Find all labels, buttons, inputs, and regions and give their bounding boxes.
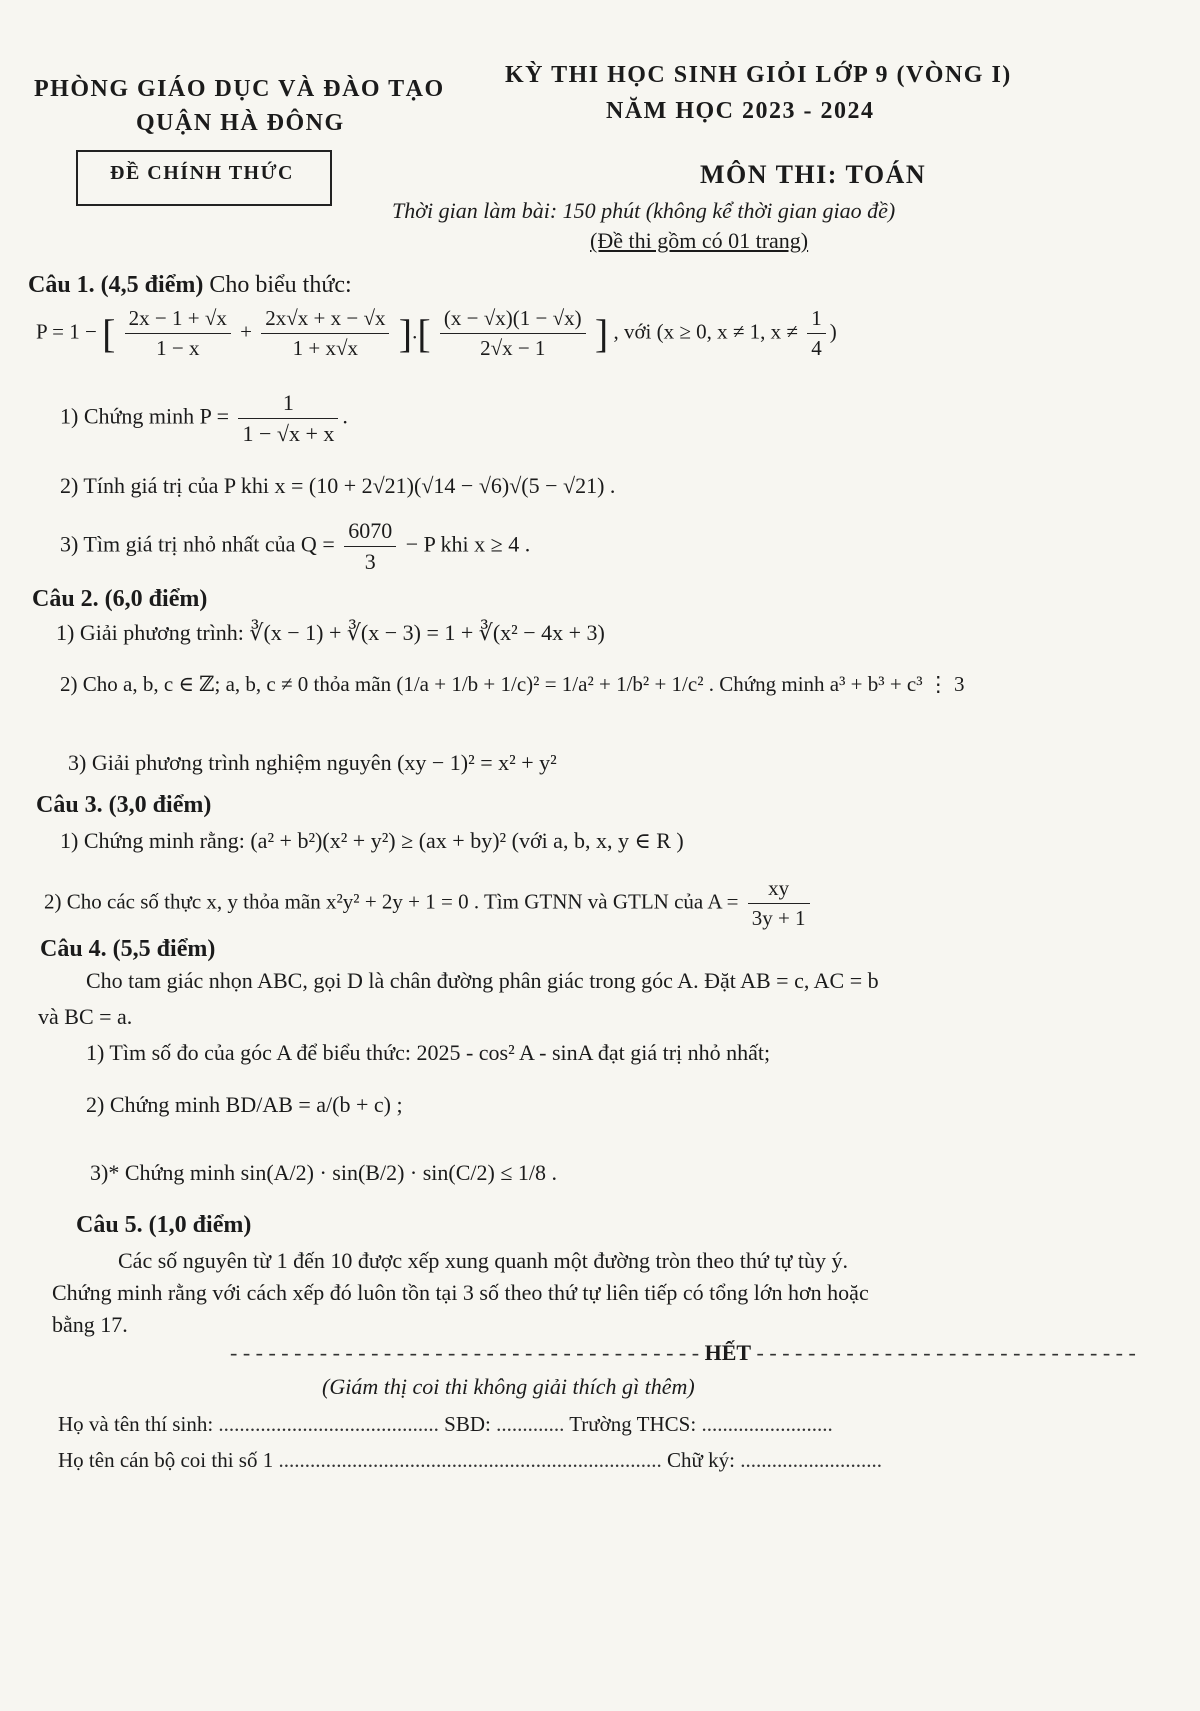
proctor-label: Họ tên cán bộ coi thi số 1 xyxy=(58,1448,274,1472)
q4-item-2: 2) Chứng minh BD/AB = a/(b + c) ; xyxy=(86,1092,403,1117)
q1-item3-fraction: $\frac{6070}{3}$ xyxy=(344,518,396,575)
subject: MÔN THI: TOÁN xyxy=(700,160,927,189)
end-mark: HẾT xyxy=(704,1340,752,1365)
q1-fraction-1: $\frac{2x - 1 + √x}{1 - x}$ xyxy=(125,306,231,361)
q1-item1-fraction: $\frac{1}{1 - √x + x}$ xyxy=(238,390,338,447)
q5-line-2: Chứng minh rằng với cách xếp đó luôn tồn tại 3 số theo thứ tự liên tiếp có tổng lớn hơn hoặc xyxy=(52,1280,869,1305)
sbd-label: SBD: xyxy=(444,1412,491,1436)
q1-p-prefix: P = 1 − xyxy=(36,319,97,344)
q2-item-2: 2) Cho a, b, c ∈ ℤ; a, b, c ≠ 0 thỏa mãn (1/a + 1/b + 1/c)² = 1/a² + 1/b² + 1/c² . Chứng minh a³ + b³ + c³ ⋮ 3 xyxy=(60,672,965,696)
q3-item-1: 1) Chứng minh rằng: (a² + b²)(x² + y²) ≥ (ax + by)² (với a, b, x, y ∈ R ) xyxy=(60,828,684,853)
official-label: ĐỀ CHÍNH THỨC xyxy=(110,162,294,184)
district-name: QUẬN HÀ ĐÔNG xyxy=(136,110,345,136)
school-year: NĂM HỌC 2023 - 2024 xyxy=(606,98,875,124)
q1-item-1: 1) Chứng minh P = $\frac{1}{1 - √x + x}$ . xyxy=(60,390,348,446)
school-label: Trường THCS: xyxy=(569,1412,697,1436)
time-note: Thời gian làm bài: 150 phút (không kể thời gian giao đề) xyxy=(392,198,896,223)
q1-expression: P = 1 − [ $\frac{2x - 1 + √x}{1 - x}$ + $\frac{2x√x + x - √x}{1 + x√x}$ ].[ $\frac{(x - √x)(1 - √x)}{2√x - 1}$ ] , với (x ≥ 0, x ≠ 1, x ≠ $\frac{1}{4}$ ) xyxy=(36,306,837,360)
q1-intro: Cho biểu thức: xyxy=(209,272,352,298)
q1-item-2: 2) Tính giá trị của P khi x = (10 + 2√21)(√14 − √6)√(5 − √21) . xyxy=(60,473,616,498)
q1-condition: , với (x ≥ 0, x ≠ 1, x ≠ xyxy=(613,319,798,344)
q2-title: Câu 2. (6,0 điểm) xyxy=(32,586,208,612)
q4-item-3: 3)* Chứng minh sin(A/2) · sin(B/2) · sin(C/2) ≤ 1/8 . xyxy=(90,1160,558,1185)
q4-intro-1: Cho tam giác nhọn ABC, gọi D là chân đường phân giác trong góc A. Đặt AB = c, AC = b xyxy=(86,968,879,993)
q5-title: Câu 5. (1,0 điểm) xyxy=(76,1212,252,1238)
candidate-name-label: Họ và tên thí sinh: xyxy=(58,1412,214,1436)
q2-item-1: 1) Giải phương trình: ∛(x − 1) + ∛(x − 3) = 1 + ∛(x² − 4x + 3) xyxy=(56,620,605,645)
proctor-info-line: Họ tên cán bộ coi thi số 1 ......................................................................... Chữ ký: ........................... xyxy=(58,1448,882,1472)
q3-title: Câu 3. (3,0 điểm) xyxy=(36,792,212,818)
q4-item-1: 1) Tìm số đo của góc A để biểu thức: 2025 - cos² A - sinA đạt giá trị nhỏ nhất; xyxy=(86,1040,771,1065)
q3-item-2: 2) Cho các số thực x, y thỏa mãn x²y² + 2y + 1 = 0 . Tìm GTNN và GTLN của A = $\frac{xy}{3y + 1}$ xyxy=(44,876,814,931)
signature-label: Chữ ký: xyxy=(666,1448,735,1472)
q4-intro-2: và BC = a. xyxy=(38,1004,133,1029)
q1-item-3: 3) Tìm giá trị nhỏ nhất của Q = $\frac{6070}{3}$ − P khi x ≥ 4 . xyxy=(60,518,531,574)
exam-title: KỲ THI HỌC SINH GIỎI LỚP 9 (VÒNG I) xyxy=(505,62,1012,88)
proctor-note: (Giám thị coi thi không giải thích gì thêm) xyxy=(322,1374,695,1399)
q1-fraction-3: $\frac{(x - √x)(1 - √x)}{2√x - 1}$ xyxy=(440,306,586,361)
pages-note: (Đề thi gồm có 01 trang) xyxy=(590,228,809,253)
q1-fraction-2: $\frac{2x√x + x - √x}{1 + x√x}$ xyxy=(261,306,389,361)
department-name: PHÒNG GIÁO DỤC VÀ ĐÀO TẠO xyxy=(34,76,445,102)
q1-heading xyxy=(28,272,352,299)
q2-item-3: 3) Giải phương trình nghiệm nguyên (xy − 1)² = x² + y² xyxy=(68,750,557,775)
end-mark-line: - - - - - - - - - - - - - - - - - - - - - - - - - - - - - - - - - - - - - HẾT - - - - - - - - - - - - - - - - - - - - - - - - - - - - - - xyxy=(230,1340,1136,1365)
q5-line-1: Các số nguyên từ 1 đến 10 được xếp xung quanh một đường tròn theo thứ tự tùy ý. xyxy=(118,1248,848,1273)
q5-line-3: bằng 17. xyxy=(52,1312,128,1337)
q1-condition-fraction: $\frac{1}{4}$ xyxy=(807,306,826,361)
candidate-info-line: Họ và tên thí sinh: .......................................... SBD: ............. Trường THCS: ......................... xyxy=(58,1412,833,1436)
q1-title: Câu 1. (4,5 điểm) xyxy=(28,272,204,298)
q3-item2-fraction: $\frac{xy}{3y + 1}$ xyxy=(748,876,810,931)
q4-title: Câu 4. (5,5 điểm) xyxy=(40,936,216,962)
